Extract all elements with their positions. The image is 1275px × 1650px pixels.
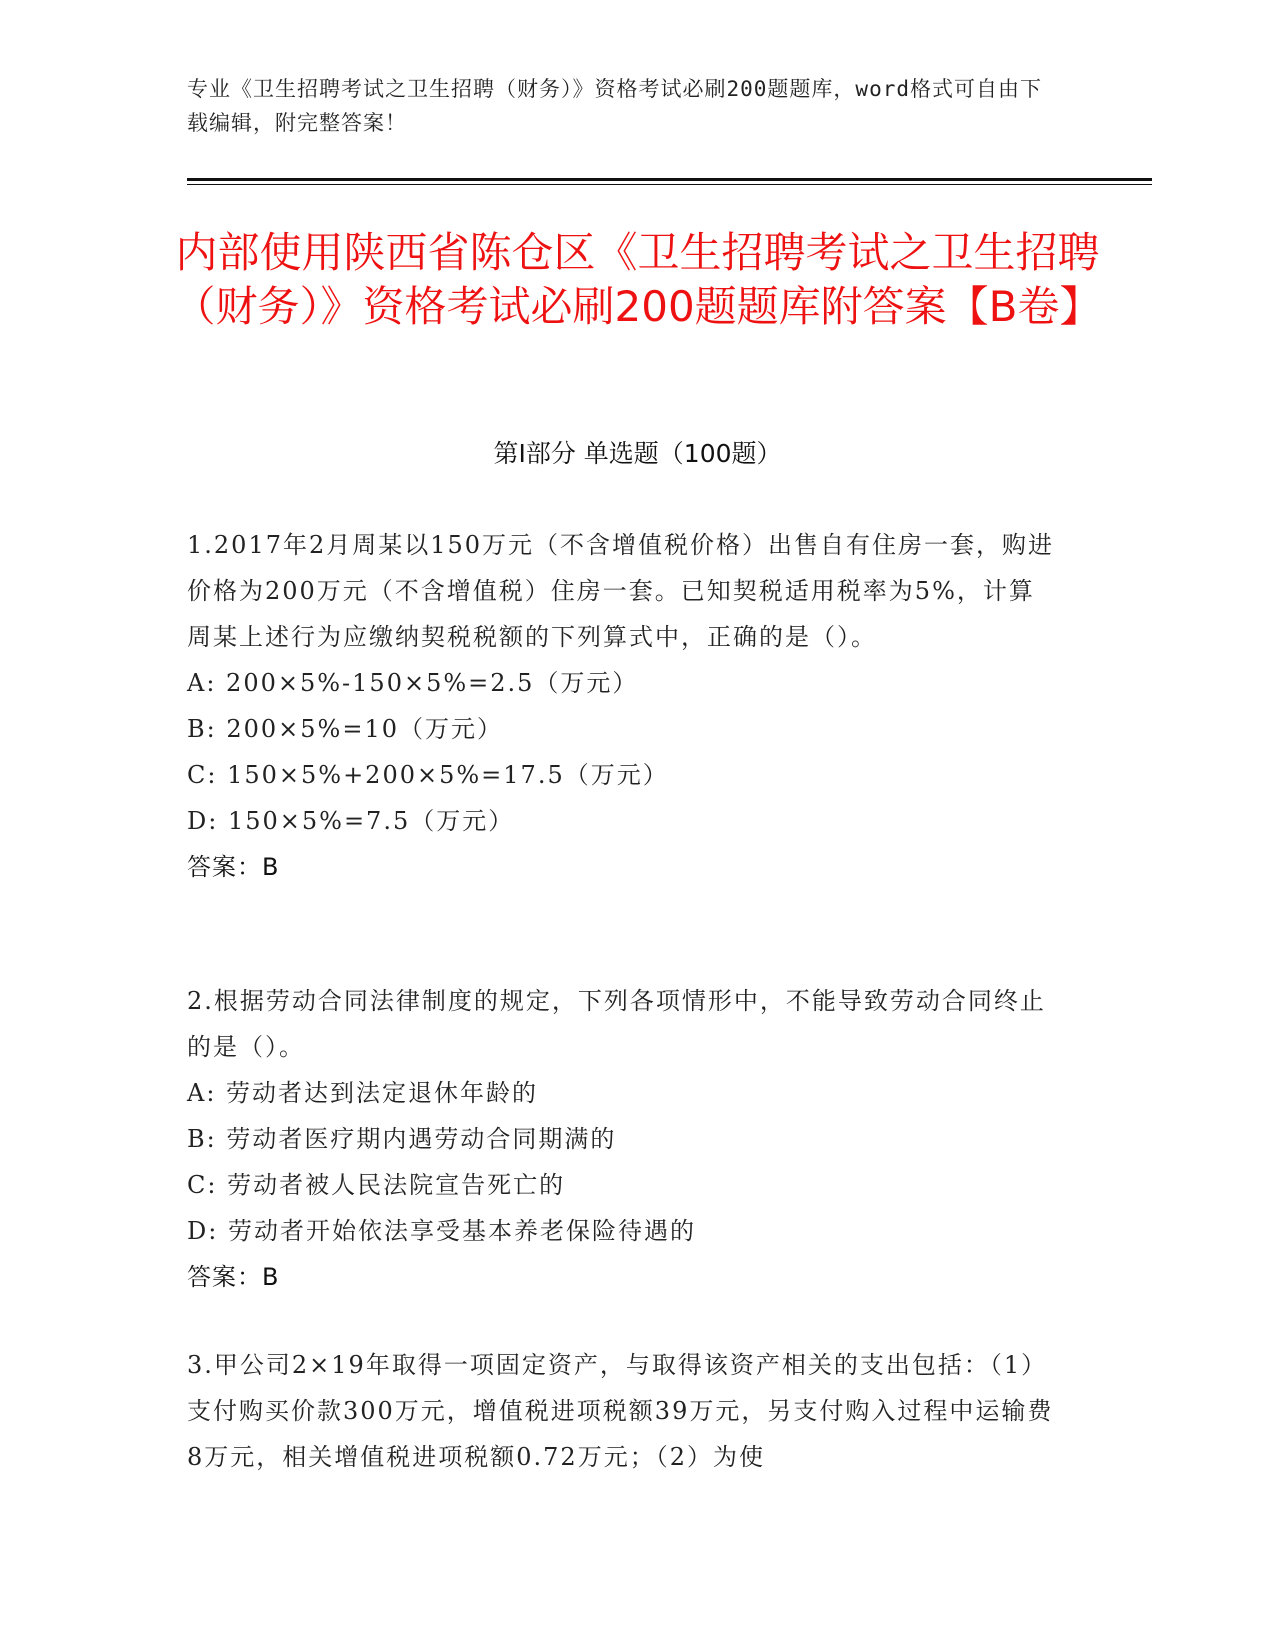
option-a: A: 劳动者达到法定退休年龄的 [187, 1079, 539, 1107]
question-stem: 1.2017年2月周某以150万元（不含增值税价格）出售自有住房一套，购进价格为200万元（不含增值税）住房一套。已知契税适用税率为5%，计算周某上述行为应缴纳契税税额的下列算式中，正确的是（）。 [187, 531, 1055, 651]
option-d: D: 150×5%=7.5（万元） [187, 807, 515, 835]
question-stem: 3.甲公司2×19年取得一项固定资产，与取得该资产相关的支出包括：（1）支付购买价款300万元，增值税进项税额39万元，另支付购入过程中运输费8万元，相关增值税进项税额0.72万元；（2）为使 [187, 1351, 1054, 1471]
question-stem: 2.根据劳动合同法律制度的规定，下列各项情形中，不能导致劳动合同终止的是（）。 [187, 987, 1046, 1061]
option-a: A: 200×5%-150×5%=2.5（万元） [187, 669, 639, 697]
option-d: D: 劳动者开始依法享受基本养老保险待遇的 [187, 1217, 696, 1245]
question-2 [187, 978, 1057, 1300]
option-b: B: 劳动者医疗期内遇劳动合同期满的 [187, 1125, 617, 1153]
section-title: 第Ⅰ部分 单选题（100题） [493, 439, 782, 468]
option-c: C: 劳动者被人民法院宣告死亡的 [187, 1171, 566, 1199]
answer: 答案：B [187, 1263, 280, 1291]
header-divider-thick [187, 178, 1152, 181]
header-note: 专业《卫生招聘考试之卫生招聘（财务）》资格考试必刷200题题库，word格式可自由下载编辑，附完整答案！ [187, 77, 1042, 135]
question-1 [187, 522, 1057, 890]
option-c: C: 150×5%+200×5%=17.5（万元） [187, 761, 669, 789]
answer: 答案：B [187, 853, 280, 881]
option-b: B: 200×5%=10（万元） [187, 715, 503, 743]
header-divider-thin [187, 184, 1152, 185]
document-title: 内部使用陕西省陈仓区《卫生招聘考试之卫生招聘（财务）》资格考试必刷200题题库附答案【B卷】 [173, 228, 1102, 331]
question-3 [187, 1342, 1057, 1480]
